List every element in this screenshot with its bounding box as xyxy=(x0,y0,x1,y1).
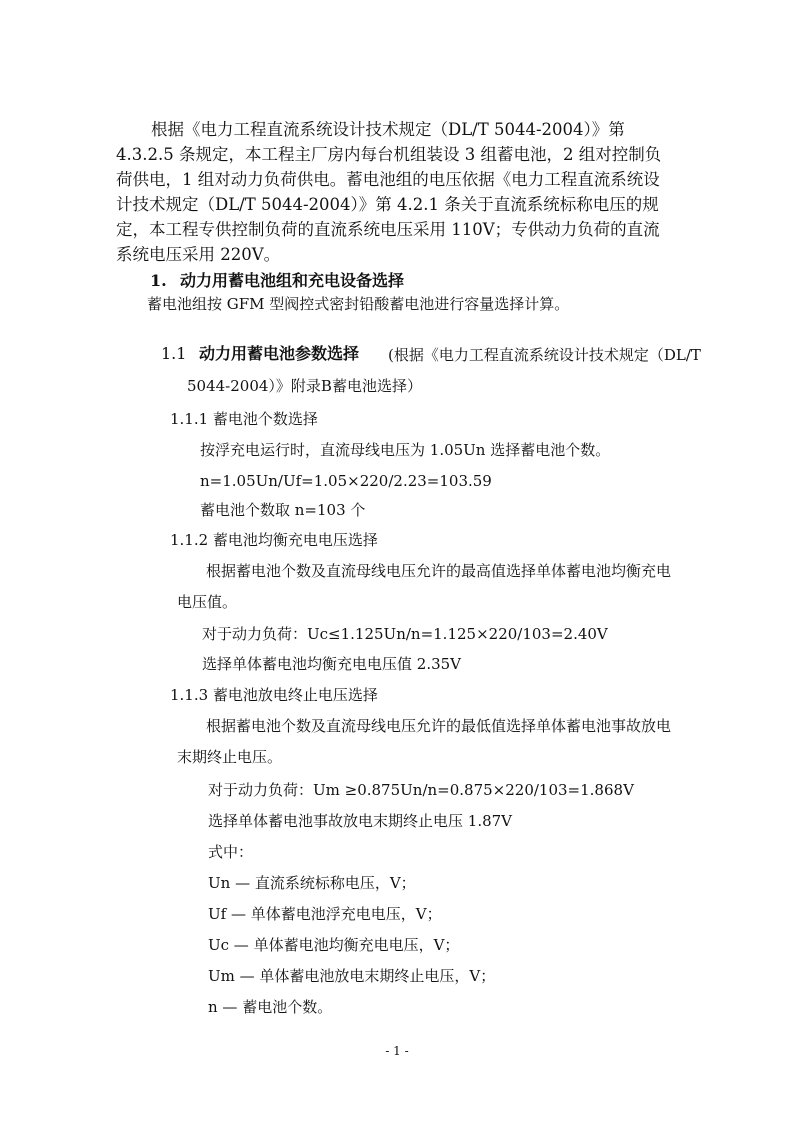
intro-line-1: 根据《电力工程直流系统设计技术规定（DL/T 5044-2004）》第 xyxy=(151,120,625,139)
section-1-1-3-line-5: 式中： xyxy=(208,843,254,861)
intro-line-2: 4.3.2.5 条规定，本工程主厂房内每台机组装设 3 组蓄电池，2 组对控制负 xyxy=(116,145,662,164)
section-1-text: 蓄电池组按 GFM 型阀控式密封铅酸蓄电池进行容量选择计算。 xyxy=(147,295,570,313)
section-1-1-2-line-1: 根据蓄电池个数及直流母线电压允许的最高值选择单体蓄电池均衡充电 xyxy=(206,562,672,580)
intro-line-6: 系统电压采用 220V。 xyxy=(116,245,281,264)
section-1-1-1-line-2: n=1.05Un/Uf=1.05×220/2.23=103.59 xyxy=(200,472,492,490)
section-1-1-3-line-4: 选择单体蓄电池事故放电末期终止电压 1.87V xyxy=(208,812,513,830)
section-1-1-3-line-7: Uf — 单体蓄电池浮充电电压，V； xyxy=(208,905,442,923)
section-1-1-note-line-1: (根据《电力工程直流系统设计技术规定（DL/T xyxy=(388,346,701,364)
section-1-1-1-heading: 1.1.1 蓄电池个数选择 xyxy=(170,410,318,428)
section-1-1-2-line-4: 选择单体蓄电池均衡充电电压值 2.35V xyxy=(202,655,462,673)
section-1-1-2-line-3: 对于动力负荷：Uc≤1.125Un/n=1.125×220/103=2.40V xyxy=(202,625,608,643)
section-1-1-number: 1.1 xyxy=(161,344,187,363)
section-1-1-3-line-9: Um — 单体蓄电池放电末期终止电压，V； xyxy=(208,967,496,985)
section-1-1-3-line-2: 末期终止电压。 xyxy=(177,748,283,766)
section-1-1-note-line-2: 5044-2004）》附录B蓄电池选择） xyxy=(187,377,422,395)
section-1-1-3-line-3: 对于动力负荷：Um ≥0.875Un/n=0.875×220/103=1.868V xyxy=(208,781,634,799)
section-1-1-2-heading: 1.1.2 蓄电池均衡充电电压选择 xyxy=(170,531,378,549)
section-1-1-3-line-1: 根据蓄电池个数及直流母线电压允许的最低值选择单体蓄电池事故放电 xyxy=(206,717,672,735)
section-1-1-3-line-10: n — 蓄电池个数。 xyxy=(208,998,333,1016)
section-1-title: 动力用蓄电池组和充电设备选择 xyxy=(180,271,405,290)
section-1-1-1-line-3: 蓄电池个数取 n=103 个 xyxy=(200,501,366,519)
intro-line-3: 荷供电，1 组对动力负荷供电。蓄电池组的电压依据《电力工程直流系统设 xyxy=(116,170,660,189)
intro-line-4: 计技术规定（DL/T 5044-2004）》第 4.2.1 条关于直流系统标称电压的规 xyxy=(116,195,659,214)
section-1-number: 1. xyxy=(150,271,167,290)
section-1-1-title: 动力用蓄电池参数选择 xyxy=(199,344,360,363)
section-1-1-3-line-8: Uc — 单体蓄电池均衡充电电压，V； xyxy=(208,936,460,954)
section-1-1-3-heading: 1.1.3 蓄电池放电终止电压选择 xyxy=(170,686,378,704)
section-1-1-1-line-1: 按浮充电运行时，直流母线电压为 1.05Un 选择蓄电池个数。 xyxy=(200,441,611,459)
intro-line-5: 定，本工程专供控制负荷的直流系统电压采用 110V；专供动力负荷的直流 xyxy=(116,220,660,239)
section-1-1-2-line-2: 电压值。 xyxy=(177,593,238,611)
page-number: - 1 - xyxy=(385,1044,409,1058)
section-1-1-3-line-6: Un — 直流系统标称电压，V； xyxy=(208,874,416,892)
